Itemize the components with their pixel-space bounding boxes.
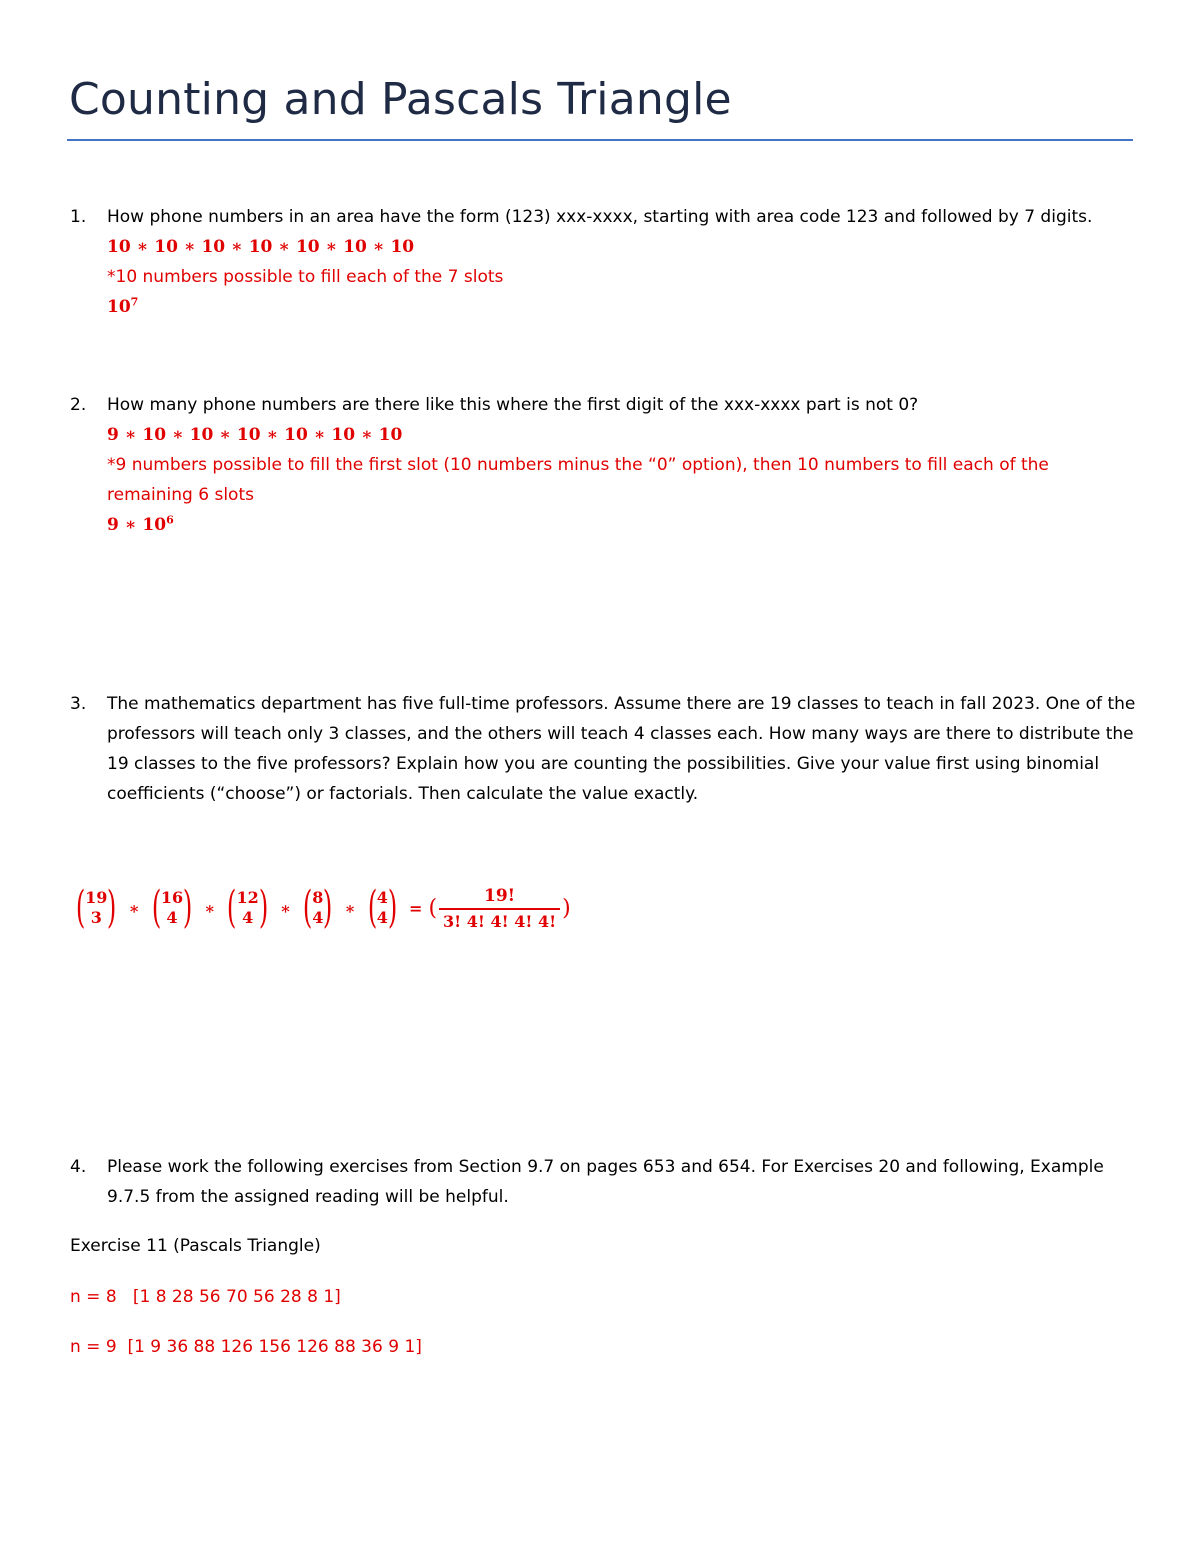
open-paren: (	[428, 895, 438, 921]
binom-k: 4	[242, 908, 254, 927]
answer-result	[107, 292, 1140, 322]
title-underline	[67, 139, 1133, 141]
pascal-row-8: n = 8 [1 8 28 56 70 56 28 8 1]	[70, 1287, 341, 1307]
answer-note: *10 numbers possible to fill each of the 7 slots	[107, 267, 504, 287]
binomial-12-4: ( 12 4 )	[227, 882, 269, 933]
answer-result	[107, 510, 1140, 540]
question-number: 3.	[70, 694, 87, 714]
result-exponent: 6	[166, 513, 174, 527]
question-number: 2.	[70, 395, 87, 415]
denominator: 3! 4! 4! 4! 4!	[439, 908, 560, 931]
pascal-row-9: n = 9 [1 9 36 88 126 156 126 88 36 9 1]	[70, 1337, 422, 1357]
question-text: How many phone numbers are there like this where the first digit of the xxx-xxxx part is not 0?	[107, 395, 919, 415]
question-number: 4.	[70, 1157, 87, 1177]
question-4	[70, 1152, 1140, 1212]
question-text: How phone numbers in an area have the form (123) xxx-xxxx, starting with area code 123 and followed by 7 digits.	[107, 207, 1093, 227]
times-sign: ∗	[204, 898, 216, 918]
times-sign: ∗	[279, 898, 292, 918]
binom-n: 19	[85, 888, 108, 907]
answer-formula	[70, 878, 571, 938]
binom-k: 4	[166, 908, 178, 927]
exercise-11-label: Exercise 11 (Pascals Triangle)	[70, 1236, 321, 1256]
question-1	[70, 202, 1140, 322]
binomial-8-4: ( 8 4 )	[302, 882, 333, 933]
question-text: Please work the following exercises from Section 9.7 on pages 653 and 654. For Exercises 20 and following, Example 9.7.5 from the assigned reading will be helpful.	[107, 1157, 1104, 1207]
binom-n: 8	[312, 888, 324, 907]
factorial-fraction	[439, 886, 560, 931]
binomial-19-3: ( 19 3 )	[75, 882, 117, 933]
numerator: 19!	[484, 885, 516, 906]
result-exponent: 7	[130, 295, 139, 309]
binom-k: 4	[376, 908, 388, 927]
question-number: 1.	[70, 207, 87, 227]
result-base: 9 ∗ 10	[107, 515, 167, 535]
page-title: Counting and Pascals Triangle	[69, 74, 732, 125]
binom-k: 4	[312, 908, 324, 927]
close-paren: )	[562, 895, 571, 921]
question-2	[70, 390, 1140, 540]
times-sign: ∗	[344, 898, 356, 918]
binom-n: 16	[160, 888, 184, 907]
answer-expression: 10 ∗ 10 ∗ 10 ∗ 10 ∗ 10 ∗ 10 ∗ 10	[107, 237, 415, 257]
question-text: The mathematics department has five full-time professors. Assume there are 19 classes to teach in fall 2023. One of the professors will teach only 3 classes, and the others will teach 4 classes each. How many ways are there to distribute the 19 classes to the five professors? Explain how you are counting the possibilities. Give your value first using binomial coefficients (“choose”) or factorials. Then calculate the value exactly.	[107, 694, 1136, 804]
binom-k: 3	[90, 908, 102, 927]
question-3	[70, 689, 1140, 809]
result-base: 10	[107, 297, 131, 317]
binom-n: 4	[376, 888, 388, 907]
equals-sign: =	[409, 898, 423, 918]
binomial-4-4: ( 4 4 )	[367, 882, 398, 933]
binomial-16-4: ( 16 4 )	[151, 882, 193, 933]
answer-expression: 9 ∗ 10 ∗ 10 ∗ 10 ∗ 10 ∗ 10 ∗ 10	[107, 425, 403, 445]
answer-note: *9 numbers possible to fill the first slot (10 numbers minus the “0” option), then 10 numbers to fill each of the remaining 6 slots	[107, 455, 1049, 505]
times-sign: ∗	[128, 898, 140, 918]
binom-n: 12	[236, 888, 259, 907]
